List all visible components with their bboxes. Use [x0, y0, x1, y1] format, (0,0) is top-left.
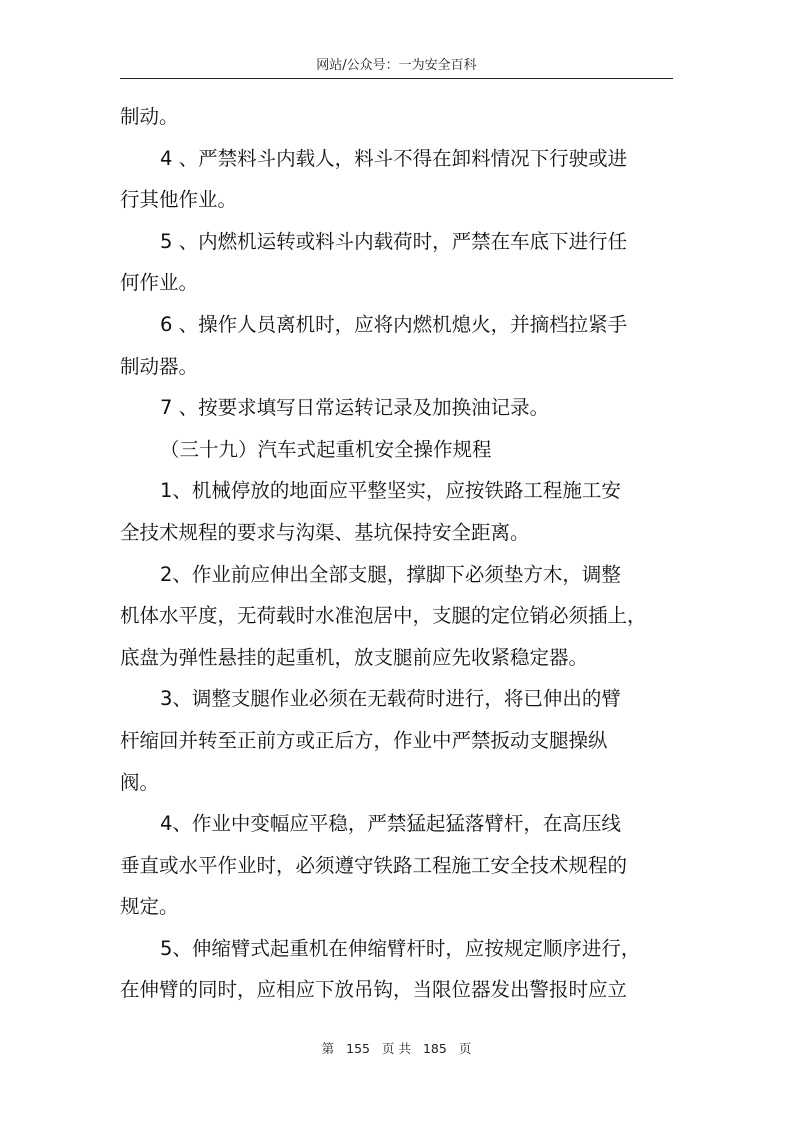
footer-suffix: 页 [458, 1041, 472, 1056]
footer-total-pages: 185 [422, 1041, 447, 1056]
text-line-10: 1、机械停放的地面应平整坚实，应按铁路工程施工安 [160, 479, 621, 503]
footer-middle: 页 共 [382, 1041, 411, 1056]
text-line-5: 何作业。 [120, 271, 199, 295]
page-footer [0, 1040, 793, 1058]
text-line-2: 4 、严禁料斗内载人，料斗不得在卸料情况下行驶或进 [160, 146, 628, 170]
footer-current-page: 155 [346, 1041, 371, 1056]
header-text: 网站/公众号：一为安全百科 [316, 58, 477, 73]
text-line-19: 垂直或水平作业时，必须遵守铁路工程施工安全技术规程的 [120, 853, 628, 877]
text-line-6: 6 、操作人员离机时，应将内燃机熄火，并摘档拉紧手 [160, 312, 628, 336]
text-line-3: 行其他作业。 [120, 188, 238, 212]
text-line-8: 7 、按要求填写日常运转记录及加换油记录。 [160, 396, 550, 420]
text-line-4: 5 、内燃机运转或料斗内载荷时，严禁在车底下进行任 [160, 229, 628, 253]
text-line-20: 规定。 [120, 895, 179, 919]
footer-prefix: 第 [321, 1041, 335, 1056]
text-line-18: 4、作业中变幅应平稳，严禁猛起猛落臂杆，在高压线 [160, 812, 621, 836]
text-line-13: 机体水平度，无荷载时水准泡居中，支腿的定位销必须插上， [120, 604, 647, 628]
text-line-22: 在伸臂的同时，应相应下放吊钩，当限位器发出警报时应立 [120, 978, 628, 1002]
text-line-12: 2、作业前应伸出全部支腿，撑脚下必须垫方木，调整 [160, 562, 621, 586]
text-line-16: 杆缩回并转至正前方或正后方，作业中严禁扳动支腿操纵 [120, 728, 608, 752]
text-line-7: 制动器。 [120, 354, 199, 378]
section-title: （三十九）汽车式起重机安全操作规程 [160, 437, 492, 461]
text-line-21: 5、伸缩臂式起重机在伸缩臂杆时，应按规定顺序进行， [160, 936, 641, 960]
text-line-15: 3、调整支腿作业必须在无载荷时进行，将已伸出的臂 [160, 687, 621, 711]
document-body [120, 96, 673, 1011]
text-line-17: 阀。 [120, 770, 160, 794]
text-line-11: 全技术规程的要求与沟渠、基坑保持安全距离。 [120, 520, 530, 544]
text-line-1: 制动。 [120, 105, 179, 128]
page-header [120, 56, 673, 79]
text-line-14: 底盘为弹性悬挂的起重机，放支腿前应先收紧稳定器。 [120, 645, 589, 669]
